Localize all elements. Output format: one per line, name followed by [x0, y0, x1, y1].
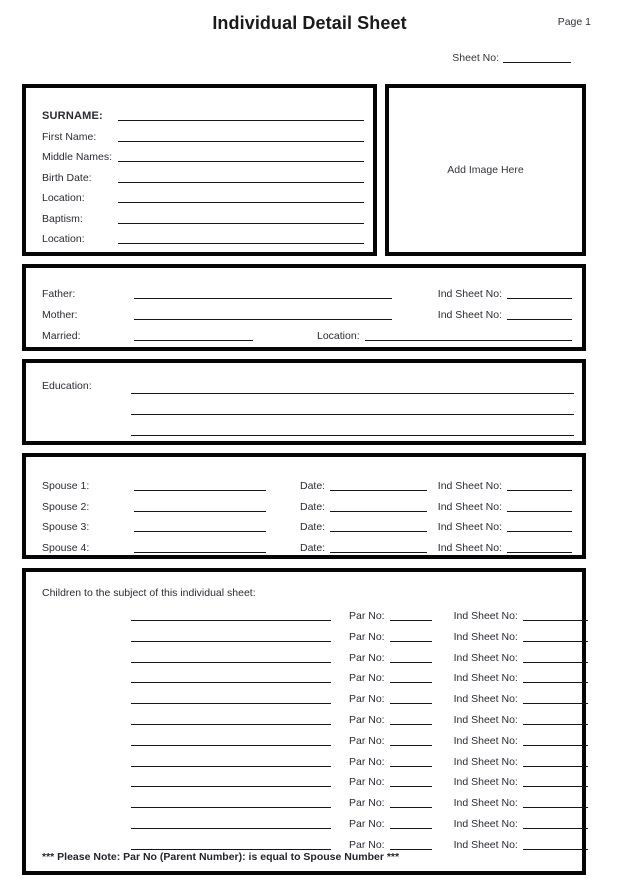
child-name-input-line[interactable]	[131, 745, 331, 746]
personal-field-label: Baptism:	[42, 212, 83, 225]
children-box	[22, 568, 586, 875]
sheet-no-label: Sheet No:	[452, 52, 499, 64]
child-name-input-line[interactable]	[131, 703, 331, 704]
child-ind-sheet-no-input-line[interactable]	[523, 703, 588, 704]
child-name-input-line[interactable]	[131, 807, 331, 808]
child-row	[42, 832, 572, 851]
child-par-no-input-line[interactable]	[390, 807, 432, 808]
image-placeholder-box[interactable]	[385, 84, 586, 256]
education-input-line[interactable]	[131, 414, 574, 415]
spouse-row	[42, 514, 572, 533]
personal-row	[42, 225, 364, 245]
child-ind-sheet-no-input-line[interactable]	[523, 662, 588, 663]
personal-field-input-line[interactable]	[118, 243, 364, 244]
child-ind-sheet-no-label: Ind Sheet No:	[453, 838, 518, 851]
education-box	[22, 359, 586, 445]
personal-field-input-line[interactable]	[118, 182, 364, 183]
child-par-no-input-line[interactable]	[390, 786, 432, 787]
spouse-ind-sheet-no-label: Ind Sheet No:	[437, 521, 502, 533]
child-par-no-input-line[interactable]	[390, 682, 432, 683]
spouse-date-label: Date:	[300, 500, 326, 513]
child-row	[42, 686, 572, 705]
personal-field-input-line[interactable]	[118, 161, 364, 162]
father-row	[42, 281, 572, 300]
father-label: Father:	[42, 288, 76, 300]
education-input-line[interactable]	[131, 435, 574, 436]
personal-details-box	[22, 84, 377, 256]
personal-field-label: Middle Names:	[42, 151, 113, 163]
child-row	[42, 811, 572, 830]
spouse-ind-sheet-no-input-line[interactable]	[507, 511, 572, 512]
page-title: Individual Detail Sheet	[212, 13, 407, 33]
spouse-date-label: Date:	[300, 521, 326, 533]
father-ind-sheet-no-input-line[interactable]	[507, 298, 572, 299]
children-heading: Children to the subject of this individual sheet:	[42, 587, 256, 599]
child-par-no-label: Par No:	[349, 610, 385, 622]
spouse-date-label: Date:	[300, 480, 326, 492]
spouse-row	[42, 494, 572, 513]
mother-name-input-line[interactable]	[134, 319, 392, 320]
child-par-no-input-line[interactable]	[390, 745, 432, 746]
spouse-date-input-line[interactable]	[330, 552, 427, 553]
married-location-label: Location:	[317, 330, 360, 342]
child-row	[42, 624, 572, 643]
child-par-no-label: Par No:	[349, 651, 385, 664]
child-ind-sheet-no-label: Ind Sheet No:	[453, 818, 518, 830]
child-par-no-label: Par No:	[349, 776, 385, 789]
child-row	[42, 728, 572, 747]
child-ind-sheet-no-label: Ind Sheet No:	[453, 693, 518, 706]
personal-field-label: SURNAME:	[42, 110, 103, 122]
child-ind-sheet-no-input-line[interactable]	[523, 828, 588, 829]
spouse-ind-sheet-no-input-line[interactable]	[507, 531, 572, 532]
child-name-input-line[interactable]	[131, 849, 331, 850]
child-par-no-input-line[interactable]	[390, 641, 432, 642]
child-row	[42, 645, 572, 664]
personal-field-label: Location:	[42, 233, 85, 245]
personal-row	[42, 102, 364, 122]
father-ind-sheet-no-label: Ind Sheet No:	[437, 288, 502, 300]
child-row	[42, 790, 572, 809]
child-par-no-label: Par No:	[349, 693, 385, 706]
child-ind-sheet-no-input-line[interactable]	[523, 682, 588, 683]
personal-field-label: First Name:	[42, 130, 97, 143]
personal-field-input-line[interactable]	[118, 141, 364, 142]
add-image-label: Add Image Here	[447, 164, 524, 176]
child-ind-sheet-no-label: Ind Sheet No:	[453, 610, 518, 622]
education-label: Education:	[42, 380, 92, 392]
child-par-no-input-line[interactable]	[390, 724, 432, 725]
personal-row	[42, 164, 364, 184]
spouse-ind-sheet-no-label: Ind Sheet No:	[437, 480, 502, 492]
child-ind-sheet-no-label: Ind Sheet No:	[453, 755, 518, 768]
child-par-no-label: Par No:	[349, 797, 385, 810]
child-name-input-line[interactable]	[131, 641, 331, 642]
spouse-label: Spouse 1:	[42, 480, 90, 492]
spouse-ind-sheet-no-label: Ind Sheet No:	[437, 541, 502, 554]
spouse-date-input-line[interactable]	[330, 490, 427, 491]
father-name-input-line[interactable]	[134, 298, 392, 299]
child-par-no-label: Par No:	[349, 838, 385, 851]
child-name-input-line[interactable]	[131, 828, 331, 829]
mother-row	[42, 302, 572, 321]
spouse-label: Spouse 2:	[42, 500, 90, 513]
child-row	[42, 769, 572, 788]
children-note: *** Please Note: Par No (Parent Number): is equal to Spouse Number ***	[42, 851, 400, 863]
spouse-name-input-line[interactable]	[134, 490, 266, 491]
child-ind-sheet-no-input-line[interactable]	[523, 786, 588, 787]
spouse-name-input-line[interactable]	[134, 531, 266, 532]
spouse-ind-sheet-no-label: Ind Sheet No:	[437, 500, 502, 513]
personal-row	[42, 184, 364, 204]
married-label: Married:	[42, 330, 81, 342]
child-row	[42, 749, 572, 768]
married-location-input-line[interactable]	[365, 340, 572, 341]
child-name-input-line[interactable]	[131, 724, 331, 725]
page-number: Page 1	[557, 16, 591, 28]
parents-box	[22, 264, 586, 351]
spouse-row	[42, 535, 572, 554]
sheet-no-field[interactable]	[452, 52, 571, 64]
child-ind-sheet-no-input-line[interactable]	[523, 807, 588, 808]
child-name-input-line[interactable]	[131, 662, 331, 663]
child-par-no-input-line[interactable]	[390, 703, 432, 704]
personal-row	[42, 143, 364, 163]
mother-ind-sheet-no-label: Ind Sheet No:	[437, 309, 502, 321]
child-name-input-line[interactable]	[131, 786, 331, 787]
spouse-row	[42, 473, 572, 492]
child-row	[42, 707, 572, 726]
child-par-no-label: Par No:	[349, 734, 385, 747]
child-ind-sheet-no-input-line[interactable]	[523, 849, 588, 850]
personal-row	[42, 205, 364, 225]
child-par-no-input-line[interactable]	[390, 828, 432, 829]
child-ind-sheet-no-label: Ind Sheet No:	[453, 734, 518, 747]
married-row	[42, 323, 572, 342]
personal-field-label: Location:	[42, 192, 85, 204]
child-par-no-label: Par No:	[349, 714, 385, 726]
child-ind-sheet-no-label: Ind Sheet No:	[453, 776, 518, 789]
child-ind-sheet-no-label: Ind Sheet No:	[453, 714, 518, 726]
child-ind-sheet-no-label: Ind Sheet No:	[453, 797, 518, 810]
spouse-name-input-line[interactable]	[134, 511, 266, 512]
child-ind-sheet-no-label: Ind Sheet No:	[453, 672, 518, 685]
spouse-label: Spouse 3:	[42, 521, 90, 533]
child-par-no-label: Par No:	[349, 630, 385, 643]
married-date-input-line[interactable]	[134, 340, 253, 341]
personal-field-input-line[interactable]	[118, 120, 364, 121]
personal-row	[42, 123, 364, 143]
child-row	[42, 603, 572, 622]
sheet-no-blank-line[interactable]	[503, 62, 571, 63]
spouse-date-input-line[interactable]	[330, 531, 427, 532]
spouse-name-input-line[interactable]	[134, 552, 266, 553]
child-ind-sheet-no-input-line[interactable]	[523, 766, 588, 767]
child-par-no-label: Par No:	[349, 755, 385, 768]
child-par-no-input-line[interactable]	[390, 620, 432, 621]
mother-ind-sheet-no-input-line[interactable]	[507, 319, 572, 320]
spouse-ind-sheet-no-input-line[interactable]	[507, 552, 572, 553]
child-name-input-line[interactable]	[131, 620, 331, 621]
child-par-no-label: Par No:	[349, 672, 385, 685]
education-input-line[interactable]	[131, 393, 574, 394]
child-par-no-input-line[interactable]	[390, 662, 432, 663]
mother-label: Mother:	[42, 309, 78, 321]
child-par-no-label: Par No:	[349, 818, 385, 830]
spouse-date-label: Date:	[300, 541, 326, 554]
child-row	[42, 665, 572, 684]
child-ind-sheet-no-input-line[interactable]	[523, 745, 588, 746]
child-ind-sheet-no-input-line[interactable]	[523, 641, 588, 642]
spouse-label: Spouse 4:	[42, 541, 90, 554]
child-ind-sheet-no-input-line[interactable]	[523, 620, 588, 621]
child-name-input-line[interactable]	[131, 682, 331, 683]
child-ind-sheet-no-input-line[interactable]	[523, 724, 588, 725]
child-par-no-input-line[interactable]	[390, 766, 432, 767]
spouses-box	[22, 453, 586, 559]
spouse-date-input-line[interactable]	[330, 511, 427, 512]
child-ind-sheet-no-label: Ind Sheet No:	[453, 630, 518, 643]
spouse-ind-sheet-no-input-line[interactable]	[507, 490, 572, 491]
child-par-no-input-line[interactable]	[390, 849, 432, 850]
personal-field-label: Birth Date:	[42, 171, 92, 184]
personal-field-input-line[interactable]	[118, 202, 364, 203]
child-ind-sheet-no-label: Ind Sheet No:	[453, 651, 518, 664]
personal-field-input-line[interactable]	[118, 223, 364, 224]
child-name-input-line[interactable]	[131, 766, 331, 767]
